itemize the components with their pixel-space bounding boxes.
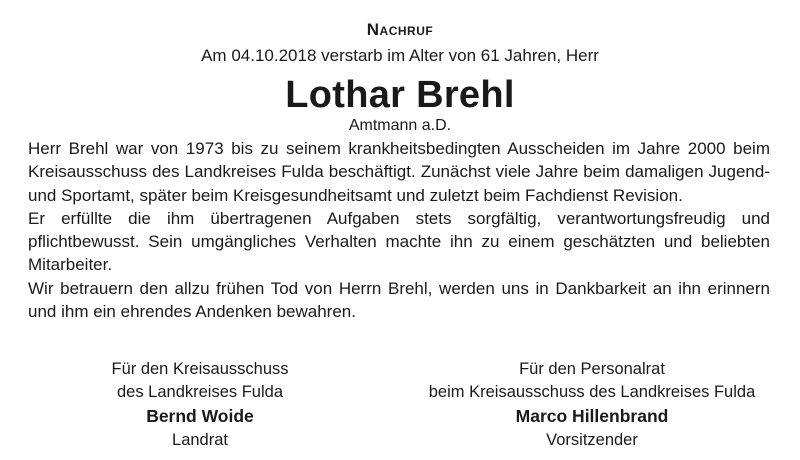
body-paragraph: Wir betrauern den allzu frühen Tod von Herrn Brehl, werden uns in Dankbarkeit an ihn erinnern und ihm ein ehrendes Andenken bewahren. — [28, 278, 770, 322]
notice-body — [28, 137, 770, 323]
deceased-name: Lothar Brehl — [285, 74, 515, 116]
notice-intro: Am 04.10.2018 verstarb im Alter von 61 Jahren, Herr — [201, 46, 599, 65]
notice-heading: Nachruf — [366, 20, 434, 39]
signature-org-line: des Landkreises Fulda — [116, 383, 283, 401]
signatory-name: Bernd Woide — [146, 406, 254, 426]
signatory-name: Marco Hillenbrand — [515, 406, 669, 426]
signature-org-line: beim Kreisausschuss des Landkreises Fulda — [428, 383, 756, 401]
deceased-title: Amtmann a.D. — [348, 117, 452, 134]
signature-org-line: Für den Kreisausschuss — [111, 360, 289, 378]
signatory-role: Vorsitzender — [546, 431, 638, 449]
body-paragraph: Herr Brehl war von 1973 bis zu seinem krankheitsbedingten Ausscheiden im Jahre 2000 beim Kreisausschuss des Landkreises Fulda beschäftigt. Zunächst viele Jahre beim damaligen Jugend- und Sportamt, später beim Kreisgesundheitsamt und zuletzt beim Fachdienst Revision. — [28, 139, 770, 205]
signature-block-right — [402, 358, 782, 452]
signature-org-line: Für den Personalrat — [519, 360, 665, 378]
body-paragraph: Er erfüllte die ihm übertragenen Aufgaben stets sorgfältig, verantwortungsfreudig und pflichtbewusst. Sein umgängliches Verhalten machte ihn zu einem geschätzten und beliebten Mitarbeiter. — [28, 208, 770, 275]
signatory-role: Landrat — [172, 431, 228, 449]
signature-block-left — [60, 358, 340, 452]
